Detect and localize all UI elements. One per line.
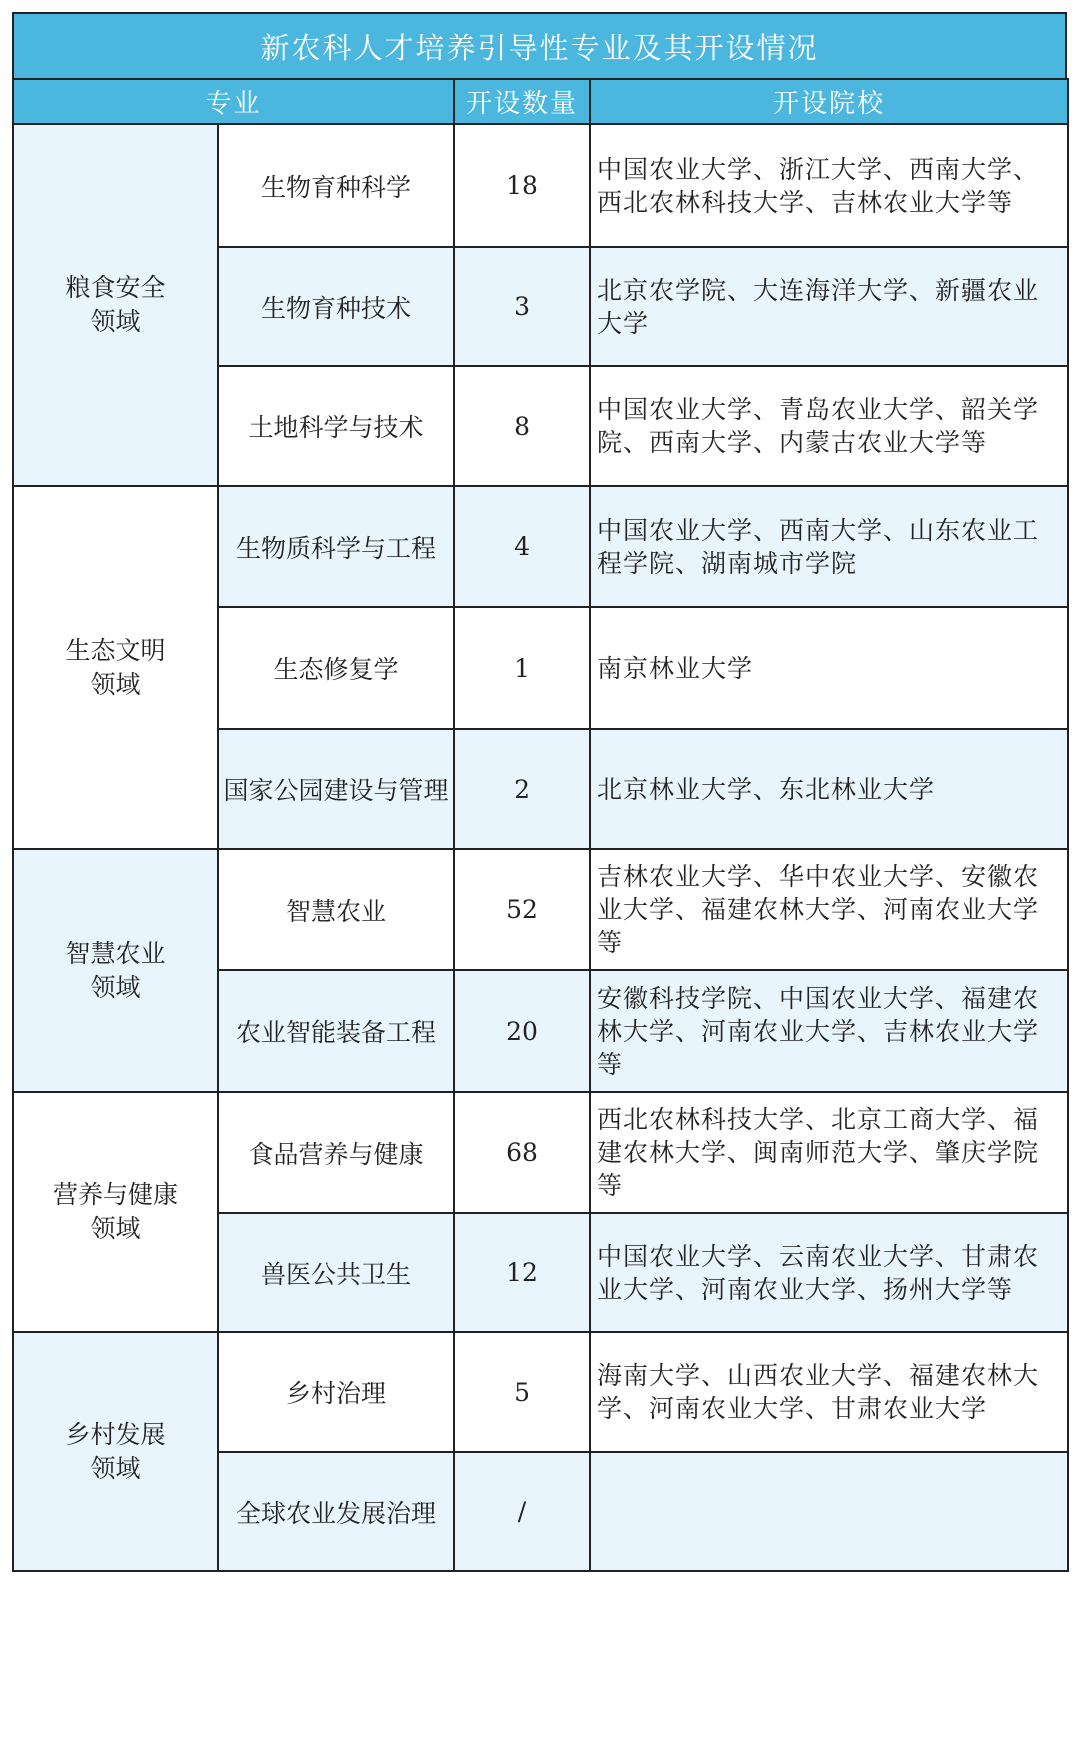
table-title: 新农科人才培养引导性专业及其开设情况: [12, 12, 1067, 78]
major-cell: 兽医公共卫生: [218, 1213, 454, 1332]
schools-cell: 北京林业大学、东北林业大学: [590, 729, 1068, 849]
major-cell: 乡村治理: [218, 1332, 454, 1452]
domain-cell-ecology: [13, 486, 218, 849]
domain-label: 营养与健康 领域: [52, 1180, 178, 1243]
count-cell: 18: [454, 124, 590, 247]
domain-cell-food-security: [13, 124, 218, 486]
domain-cell-rural-development: [13, 1332, 218, 1571]
header-major: 专业: [13, 79, 454, 124]
schools-cell: 北京农学院、大连海洋大学、新疆农业大学: [590, 247, 1068, 366]
schools-cell: [590, 1452, 1068, 1571]
major-cell: 生物育种技术: [218, 247, 454, 366]
schools-cell: 安徽科技学院、中国农业大学、福建农林大学、河南农业大学、吉林农业大学等: [590, 970, 1068, 1092]
schools-cell: 中国农业大学、云南农业大学、甘肃农业大学、河南农业大学、扬州大学等: [590, 1213, 1068, 1332]
table-row: [13, 486, 1068, 607]
count-cell: 2: [454, 729, 590, 849]
schools-cell: 西北农林科技大学、北京工商大学、福建农林大学、闽南师范大学、肇庆学院等: [590, 1092, 1068, 1213]
count-cell: 20: [454, 970, 590, 1092]
major-cell: 生物育种科学: [218, 124, 454, 247]
schools-cell: 中国农业大学、西南大学、山东农业工程学院、湖南城市学院: [590, 486, 1068, 607]
domain-label: 乡村发展 领域: [65, 1419, 166, 1483]
major-cell: 智慧农业: [218, 849, 454, 970]
count-cell: 5: [454, 1332, 590, 1452]
major-cell: 生物质科学与工程: [218, 486, 454, 607]
major-cell: 生态修复学: [218, 607, 454, 729]
table-row: [13, 124, 1068, 247]
major-cell: 食品营养与健康: [218, 1092, 454, 1213]
domain-cell-nutrition-health: [13, 1092, 218, 1332]
major-cell: 农业智能装备工程: [218, 970, 454, 1092]
header-row: [13, 79, 1068, 124]
majors-table: [12, 78, 1069, 1572]
domain-label: 智慧农业 领域: [65, 938, 166, 1002]
domain-label: 生态文明 领域: [65, 635, 166, 699]
header-schools: 开设院校: [590, 79, 1068, 124]
schools-cell: 吉林农业大学、华中农业大学、安徽农业大学、福建农林大学、河南农业大学等: [590, 849, 1068, 970]
header-count: 开设数量: [454, 79, 590, 124]
table-row: [13, 1332, 1068, 1452]
count-cell: /: [454, 1452, 590, 1571]
domain-cell-smart-agriculture: [13, 849, 218, 1092]
count-cell: 12: [454, 1213, 590, 1332]
major-cell: 国家公园建设与管理: [218, 729, 454, 849]
count-cell: 4: [454, 486, 590, 607]
count-cell: 1: [454, 607, 590, 729]
major-cell: 全球农业发展治理: [218, 1452, 454, 1571]
schools-cell: 中国农业大学、浙江大学、西南大学、西北农林科技大学、吉林农业大学等: [590, 124, 1068, 247]
count-cell: 52: [454, 849, 590, 970]
table-row: [13, 1092, 1068, 1213]
count-cell: 68: [454, 1092, 590, 1213]
count-cell: 3: [454, 247, 590, 366]
table-wrapper: [12, 12, 1067, 1572]
count-cell: 8: [454, 366, 590, 486]
schools-cell: 海南大学、山西农业大学、福建农林大学、河南农业大学、甘肃农业大学: [590, 1332, 1068, 1452]
table-row: [13, 849, 1068, 970]
schools-cell: 南京林业大学: [590, 607, 1068, 729]
table-body: [13, 124, 1068, 1571]
major-cell: 土地科学与技术: [218, 366, 454, 486]
schools-cell: 中国农业大学、青岛农业大学、韶关学院、西南大学、内蒙古农业大学等: [590, 366, 1068, 486]
domain-label: 粮食安全 领域: [65, 273, 166, 336]
